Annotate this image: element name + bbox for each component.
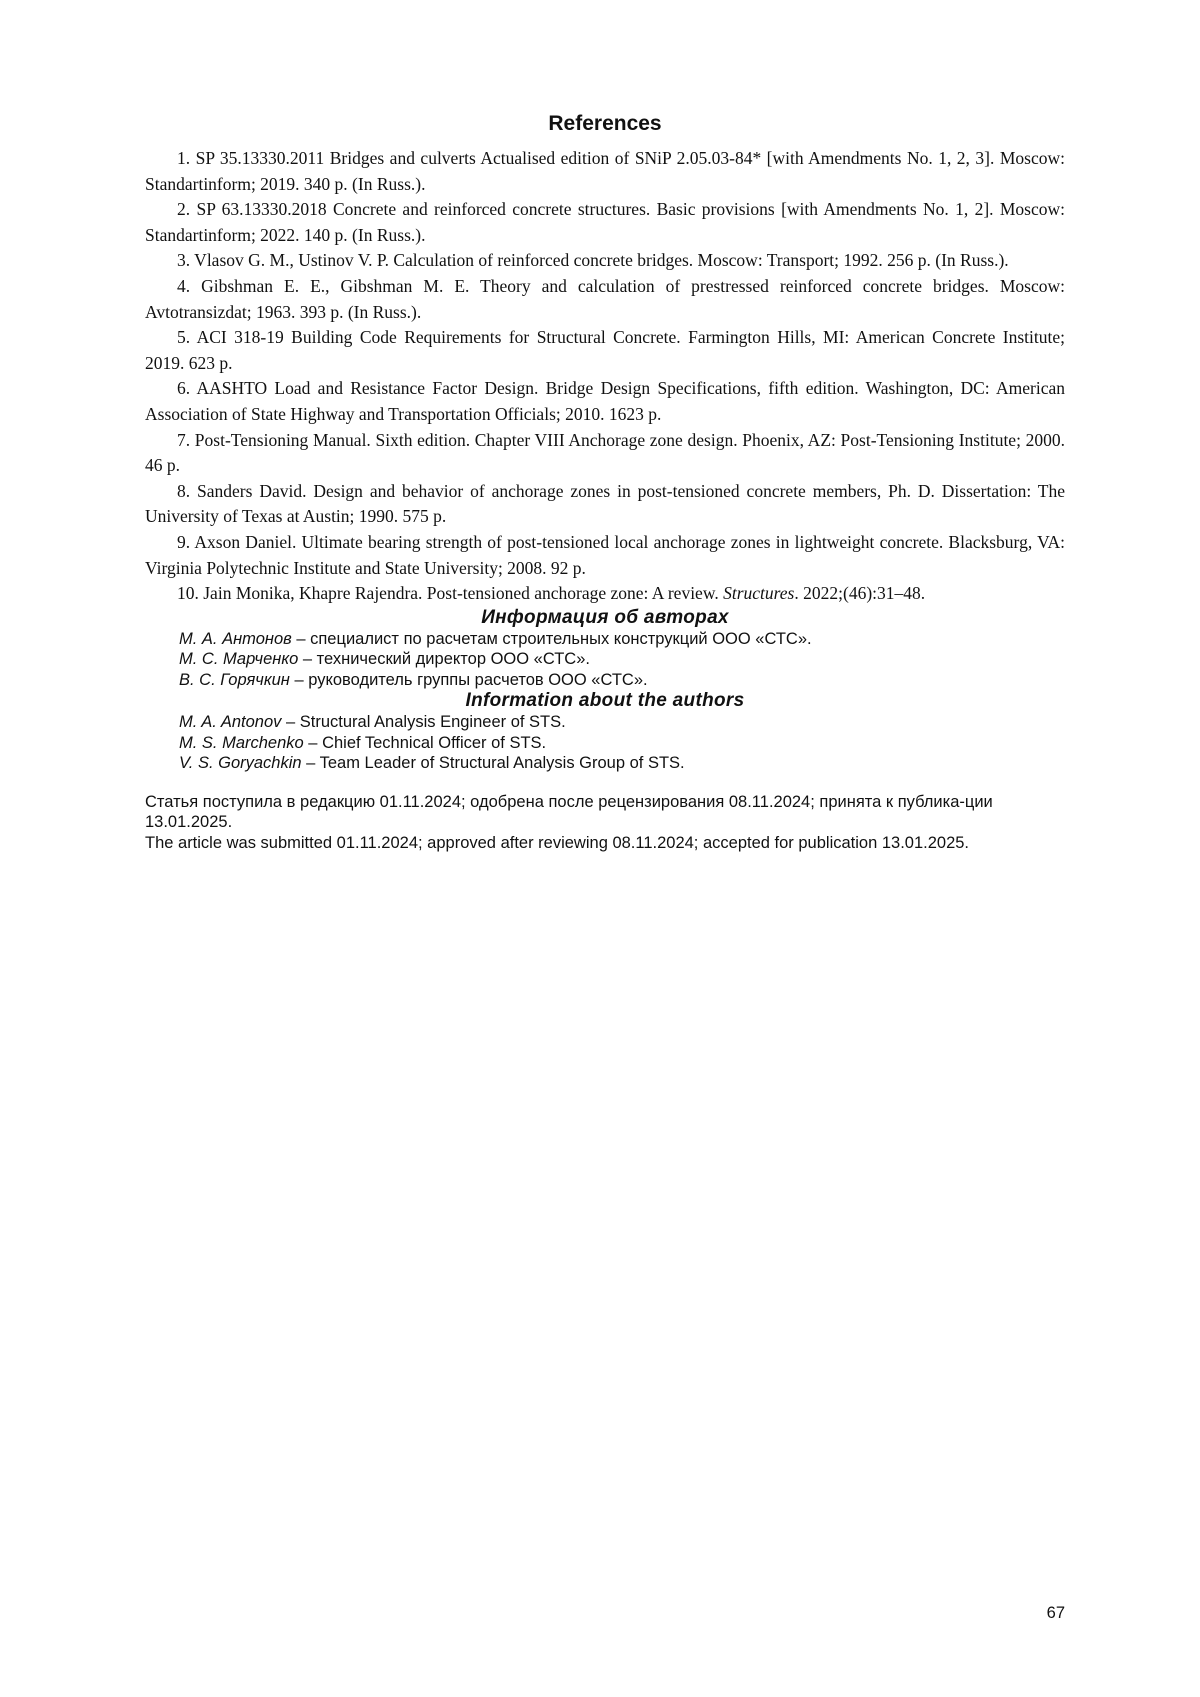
reference-item: 8. Sanders David. Design and behavior of anchorage zones in post-tensioned concrete members, Ph. D. Dissertation: The University of Texas at Austin; 1990. 575 p. bbox=[145, 479, 1065, 530]
author-name: В. С. Горячкин bbox=[179, 671, 290, 689]
article-dates-en: The article was submitted 01.11.2024; approved after reviewing 08.11.2024; accepted for publication 13.01.2025. bbox=[145, 833, 1065, 854]
reference-item: 3. Vlasov G. M., Ustinov V. P. Calculation of reinforced concrete bridges. Moscow: Transport; 1992. 256 p. (In Russ.). bbox=[145, 248, 1065, 274]
article-dates-ru: Статья поступила в редакцию 01.11.2024; одобрена после рецензирования 08.11.2024; принята к публика-ции 13.01.2025. bbox=[145, 792, 1065, 833]
article-dates bbox=[145, 792, 1065, 854]
references-title: References bbox=[145, 112, 1065, 136]
page-number: 67 bbox=[1047, 1604, 1065, 1623]
references-list bbox=[145, 146, 1065, 607]
reference-item: 4. Gibshman E. E., Gibshman M. E. Theory and calculation of prestressed reinforced concrete bridges. Moscow: Avtotransizdat; 1963. 393 p. (In Russ.). bbox=[145, 274, 1065, 325]
reference-item: 1. SP 35.13330.2011 Bridges and culverts Actualised edition of SNiP 2.05.03-84* [with Amendments No. 1, 2, 3]. Moscow: Standartinform; 2019. 340 p. (In Russ.). bbox=[145, 146, 1065, 197]
author-item bbox=[179, 670, 1065, 691]
reference-item: 9. Axson Daniel. Ultimate bearing strength of post-tensioned local anchorage zones in lightweight concrete. Blacksburg, VA: Virginia Polytechnic Institute and State University; 2008. 92 p. bbox=[145, 530, 1065, 581]
reference-item: 5. ACI 318-19 Building Code Requirements for Structural Concrete. Farmington Hills, MI: American Concrete Institute; 2019. 623 p. bbox=[145, 325, 1065, 376]
author-description: – Chief Technical Officer of STS. bbox=[304, 734, 546, 752]
authors-en-list bbox=[145, 712, 1065, 774]
journal-name: Structures bbox=[723, 583, 794, 603]
author-name: M. S. Marchenko bbox=[179, 734, 304, 752]
author-name: М. С. Марченко bbox=[179, 650, 298, 668]
author-name: V. S. Goryachkin bbox=[179, 754, 302, 772]
authors-en-title: Information about the authors bbox=[145, 690, 1065, 712]
author-description: – Structural Analysis Engineer of STS. bbox=[281, 713, 565, 731]
reference-item-10 bbox=[145, 581, 1065, 607]
author-description: – руководитель группы расчетов ООО «СТС». bbox=[290, 671, 648, 689]
author-item bbox=[179, 649, 1065, 670]
author-name: М. А. Антонов bbox=[179, 630, 292, 648]
author-description: – Team Leader of Structural Analysis Group of STS. bbox=[302, 754, 685, 772]
reference-item: 2. SP 63.13330.2018 Concrete and reinforced concrete structures. Basic provisions [with Amendments No. 1, 2]. Moscow: Standartinform; 2022. 140 p. (In Russ.). bbox=[145, 197, 1065, 248]
author-item bbox=[179, 629, 1065, 650]
page-content bbox=[145, 112, 1065, 853]
reference-item: 7. Post-Tensioning Manual. Sixth edition. Chapter VIII Anchorage zone design. Phoenix, AZ: Post-Tensioning Institute; 2000. 46 p. bbox=[145, 428, 1065, 479]
reference-text: 10. Jain Monika, Khapre Rajendra. Post-tensioned anchorage zone: A review. bbox=[177, 583, 723, 603]
author-item bbox=[179, 733, 1065, 754]
author-item bbox=[179, 712, 1065, 733]
authors-ru-list bbox=[145, 629, 1065, 691]
author-description: – специалист по расчетам строительных конструкций ООО «СТС». bbox=[292, 630, 812, 648]
author-item bbox=[179, 753, 1065, 774]
reference-citation: . 2022;(46):31–48. bbox=[794, 583, 925, 603]
author-name: M. A. Antonov bbox=[179, 713, 281, 731]
author-description: – технический директор ООО «СТС». bbox=[298, 650, 590, 668]
authors-ru-title: Информация об авторах bbox=[145, 607, 1065, 629]
reference-item: 6. AASHTO Load and Resistance Factor Design. Bridge Design Specifications, fifth edition. Washington, DC: American Association of State Highway and Transportation Officials; 2010. 1623 p. bbox=[145, 376, 1065, 427]
